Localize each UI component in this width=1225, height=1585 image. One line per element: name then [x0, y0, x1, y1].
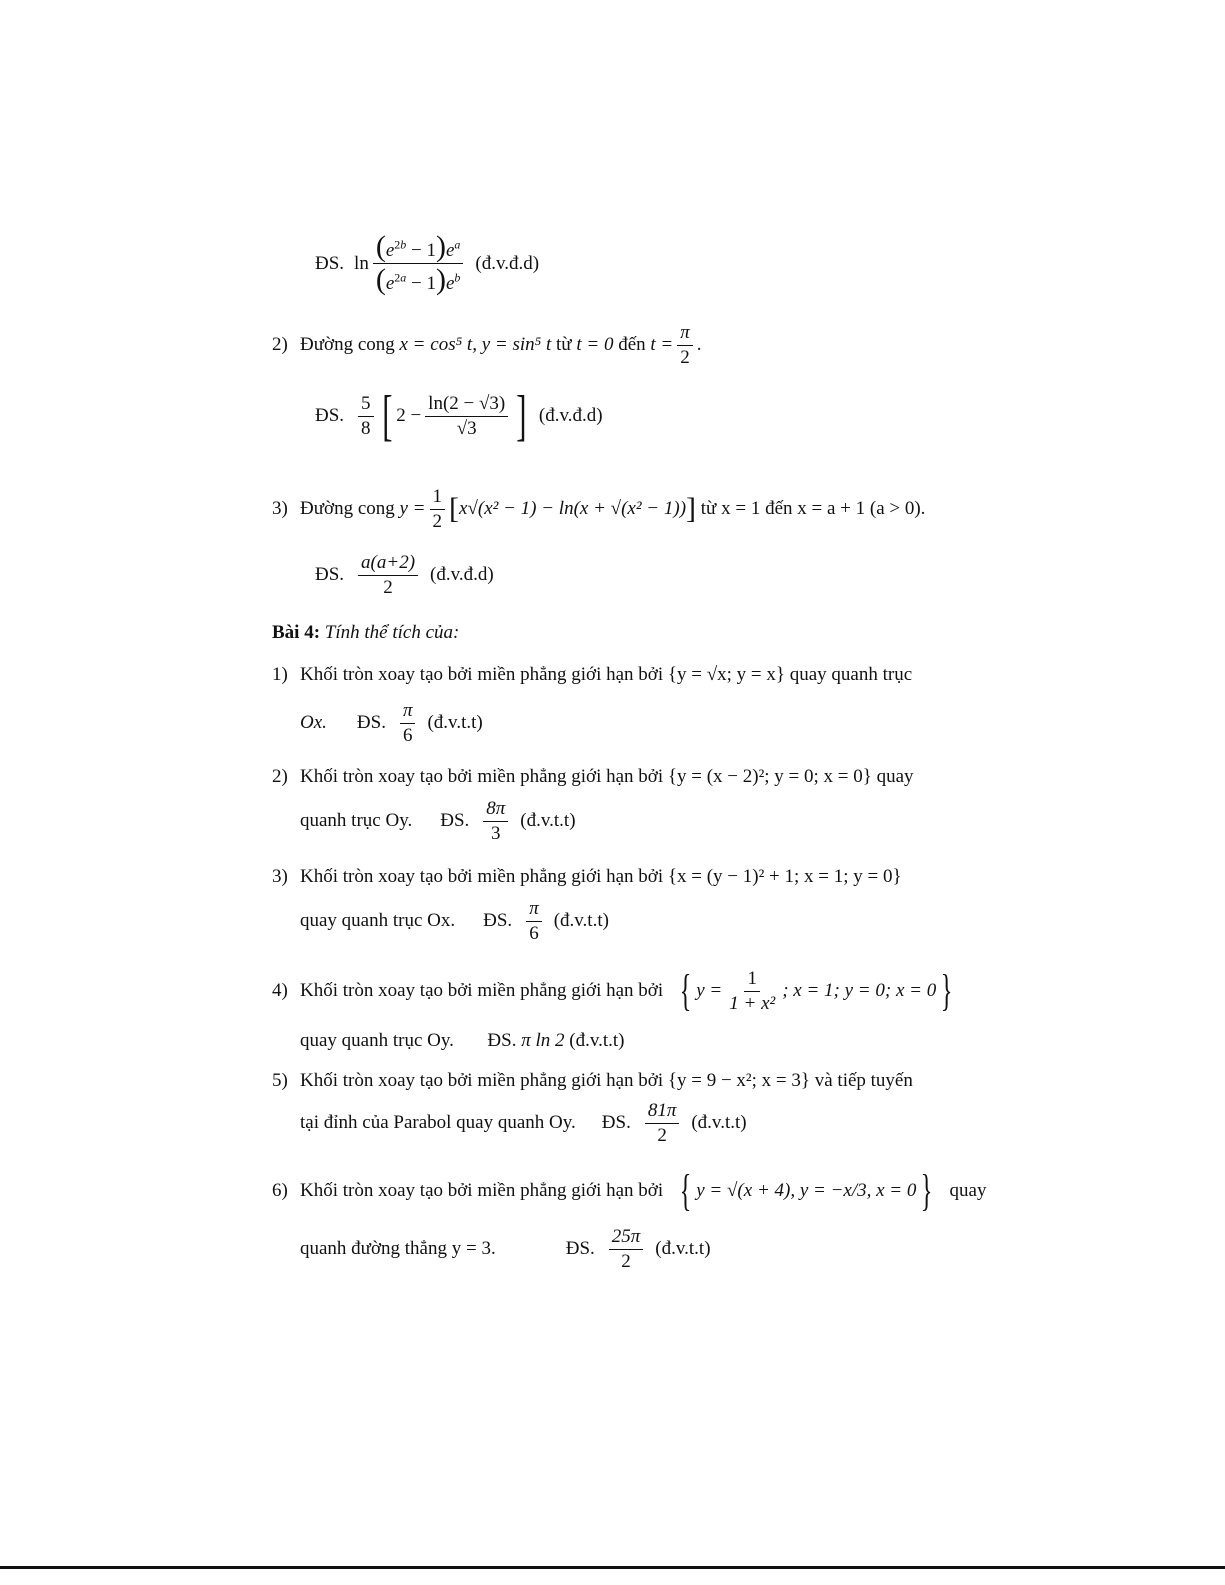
- coefficient-fraction: [358, 393, 374, 440]
- item-number: 6): [272, 1180, 288, 1201]
- answer-fraction: [609, 1226, 644, 1273]
- fraction-numerator: a(a+2): [358, 552, 418, 576]
- fraction-numerator: 5: [358, 393, 374, 417]
- unit-label: (đ.v.đ.d): [430, 564, 494, 586]
- fraction-denominator: 3: [491, 822, 501, 844]
- unit-label: (đ.v.t.t): [520, 810, 576, 832]
- unit-label: (đ.v.t.t): [553, 910, 609, 932]
- answer-value: π ln 2: [521, 1030, 565, 1051]
- left-bracket: [: [381, 385, 393, 447]
- ds-label: ĐS.: [601, 1112, 631, 1134]
- right-brace: }: [940, 966, 953, 1015]
- bai4-subtitle: Tính thể tích của:: [324, 622, 460, 643]
- answer-1-fraction: [373, 232, 464, 295]
- bai4-item-3-line2: [300, 898, 609, 945]
- item-text: Khối tròn xoay tạo bởi miền phẳng giới hạn bởi {x = (y − 1)² + 1; x = 1; y = 0}: [300, 866, 902, 887]
- ds-label: ĐS.: [440, 810, 470, 832]
- unit-label: (đ.v.đ.d): [475, 252, 540, 274]
- bai4-item-1-line2: [300, 700, 483, 747]
- fraction-denominator: √3: [456, 417, 477, 439]
- ds-label: ĐS.: [315, 252, 345, 274]
- t-end-fraction: [677, 322, 693, 369]
- fraction-numerator: π: [400, 700, 416, 724]
- fraction-numerator: π: [526, 898, 542, 922]
- fraction-denominator: 2: [657, 1124, 667, 1146]
- bai4-item-4: [0, 964, 1225, 1020]
- fraction-numerator: ln(2 − √3): [425, 393, 508, 417]
- unit-label: (đ.v.đ.d): [538, 405, 603, 426]
- item-text: quay quanh trục Ox.: [300, 910, 456, 932]
- item-3: [0, 484, 1225, 534]
- function-lhs: y =: [399, 498, 426, 519]
- fraction-numerator: 81π: [645, 1100, 680, 1124]
- item-text: Khối tròn xoay tạo bởi miền phẳng giới hạn bởi {y = 9 − x²; x = 3} và tiếp tuyến: [300, 1070, 913, 1091]
- item-number: 3): [272, 498, 288, 519]
- left-brace: {: [679, 1166, 692, 1215]
- item-number: 3): [272, 866, 288, 887]
- ds-label: ĐS.: [356, 712, 386, 734]
- ds-label: ĐS.: [483, 910, 513, 932]
- item-number: 4): [272, 980, 288, 1001]
- ln-symbol: ln: [354, 252, 369, 274]
- fraction-denominator: 2: [432, 510, 443, 532]
- bai4-item-4-line2: [300, 1030, 625, 1052]
- right-bracket: ]: [686, 492, 697, 525]
- item-text: Đường cong: [300, 334, 395, 355]
- unit-label: (đ.v.t.t): [569, 1030, 625, 1051]
- answer-fraction: [526, 898, 542, 945]
- fraction-numerator: 1: [430, 486, 446, 510]
- bai4-title: Bài 4:: [272, 622, 321, 643]
- range-text: từ x = 1 đến x = a + 1 (a > 0).: [700, 498, 926, 519]
- ln-fraction: [425, 393, 508, 440]
- from-word: từ: [556, 334, 572, 355]
- set-rest: ; x = 1; y = 0; x = 0: [782, 980, 937, 1001]
- answer-fraction: [483, 798, 508, 845]
- unit-label: (đ.v.t.t): [427, 712, 483, 734]
- set-lhs: y =: [696, 980, 723, 1001]
- item-2: [0, 322, 1225, 372]
- fraction-numerator: $(e^{2b} - 1)e^a$: [373, 232, 464, 264]
- page-bottom-border: [0, 1566, 1225, 1569]
- bracket-two: 2 −: [396, 405, 422, 426]
- answer-3-fraction: [358, 552, 418, 599]
- item-text: Ox.: [300, 712, 327, 734]
- item-text: Đường cong: [300, 498, 395, 519]
- fraction-denominator: 1 + x²: [729, 992, 776, 1014]
- bai4-item-5-line2: [300, 1100, 747, 1147]
- fraction-denominator: 6: [402, 724, 413, 746]
- item-number: 2): [272, 766, 288, 787]
- function-body: x√(x² − 1) − ln(x + √(x² − 1)): [459, 498, 687, 519]
- bai4-item-2-line2: [300, 798, 576, 845]
- right-brace: }: [921, 1166, 933, 1215]
- fraction-denominator: 6: [529, 922, 539, 944]
- item-text: Khối tròn xoay tạo bởi miền phẳng giới hạn bởi: [300, 980, 664, 1001]
- unit-label: (đ.v.t.t): [691, 1112, 747, 1134]
- fraction-denominator: 2: [383, 576, 393, 598]
- t-end-lhs: t =: [650, 334, 674, 355]
- set-fraction: [726, 968, 778, 1015]
- item-text: Khối tròn xoay tạo bởi miền phẳng giới hạn bởi {y = √x; y = x} quay quanh trục: [300, 664, 913, 685]
- fraction-denominator: 8: [361, 417, 371, 439]
- answer-1: [315, 232, 539, 295]
- fraction-numerator: π: [677, 322, 693, 346]
- bai4-item-6: [0, 1166, 1225, 1220]
- fraction-denominator: $(e^{2a} - 1)e^b$: [375, 263, 461, 296]
- left-brace: {: [679, 966, 692, 1015]
- right-bracket: ]: [516, 385, 527, 447]
- item-number: 5): [272, 1070, 288, 1091]
- answer-fraction: [645, 1100, 680, 1147]
- bai4-heading: [272, 622, 459, 644]
- period: .: [696, 334, 702, 355]
- ds-label: ĐS.: [487, 1030, 517, 1051]
- item-number: 1): [272, 664, 288, 685]
- item-text-after: quay: [949, 1180, 987, 1201]
- item-text: Khối tròn xoay tạo bởi miền phẳng giới hạn bởi {y = (x − 2)²; y = 0; x = 0} quay: [300, 766, 914, 787]
- item-text: quanh trục Oy.: [300, 810, 413, 832]
- fraction-denominator: 2: [621, 1250, 631, 1272]
- ds-label: ĐS.: [565, 1238, 595, 1260]
- item-text: Khối tròn xoay tạo bởi miền phẳng giới hạn bởi: [300, 1180, 664, 1201]
- fraction-numerator: 1: [744, 968, 760, 992]
- item-expression: x = cos⁵ t, y = sin⁵ t: [399, 334, 552, 355]
- to-word: đến: [618, 334, 646, 355]
- ds-label: ĐS.: [315, 564, 345, 586]
- answer-3: [315, 552, 494, 599]
- coefficient-fraction: [430, 486, 446, 533]
- item-text: quanh đường thẳng y = 3.: [300, 1238, 496, 1260]
- item-text: tại đỉnh của Parabol quay quanh Oy.: [300, 1112, 576, 1134]
- bai4-item-6-line2: [300, 1226, 711, 1273]
- set-expression: y = √(x + 4), y = −x/3, x = 0: [696, 1180, 917, 1201]
- answer-2: [315, 385, 603, 447]
- item-number: 2): [272, 334, 288, 355]
- ds-label: ĐS.: [315, 405, 345, 426]
- t-start: t = 0: [576, 334, 614, 355]
- item-text: quay quanh trục Oy.: [300, 1030, 454, 1051]
- fraction-denominator: 2: [680, 346, 690, 368]
- unit-label: (đ.v.t.t): [655, 1238, 711, 1260]
- fraction-numerator: 8π: [483, 798, 508, 822]
- answer-fraction: [400, 700, 416, 747]
- fraction-numerator: 25π: [609, 1226, 644, 1250]
- left-bracket: [: [449, 492, 460, 525]
